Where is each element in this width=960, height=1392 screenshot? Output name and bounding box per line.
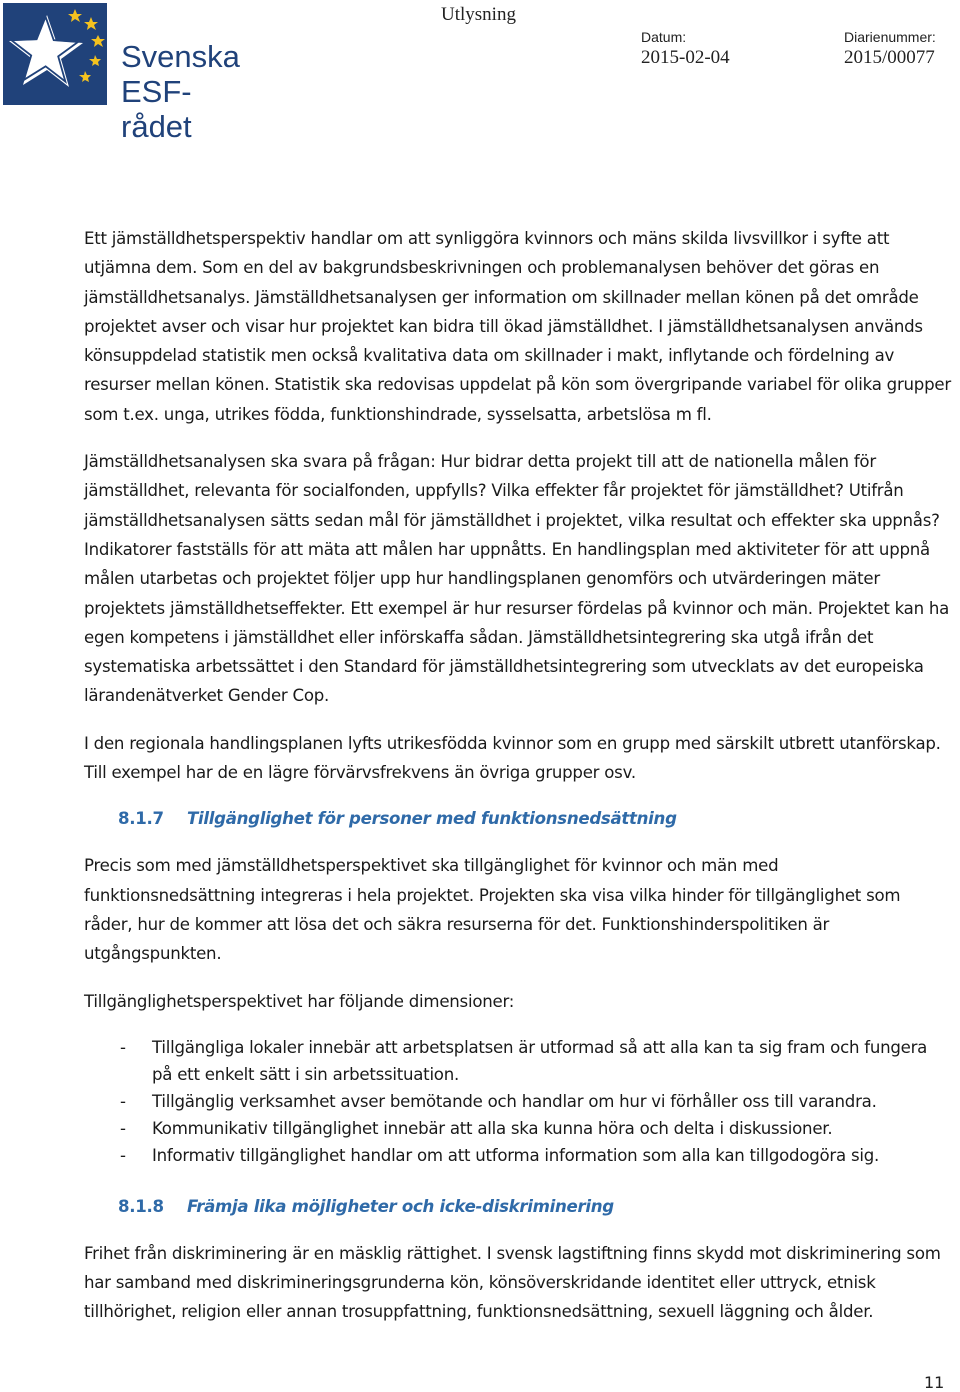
dash-bullet: - xyxy=(120,1091,126,1111)
diary-label: Diarienummer: xyxy=(844,29,936,45)
list-item-text: Informativ tillgänglighet handlar om att utforma information som alla kan tillgodogöra sig. xyxy=(152,1145,880,1165)
date-value: 2015-02-04 xyxy=(641,47,730,68)
section-number: 8.1.7 xyxy=(118,809,164,829)
document-type: Utlysning xyxy=(441,4,516,25)
paragraph-non-discrimination: Frihet från diskriminering är en mäsklig rättighet. I svensk lagstiftning finns skydd mot diskriminering som har samband med diskrimineringsgrunderna kön, könsöverskridande identitet eller uttryck, etnisk tillhörighet, religion eller annan trosuppfattning, funktionsnedsättning, sexuell läggning och ålder. xyxy=(84,1243,941,1322)
section-number: 8.1.8 xyxy=(118,1196,164,1216)
dash-bullet: - xyxy=(120,1145,126,1165)
diary-value: 2015/00077 xyxy=(844,47,935,68)
list-item xyxy=(84,1142,952,1169)
dash-bullet: - xyxy=(120,1118,126,1138)
list-item xyxy=(84,1115,952,1142)
logo-line-1: Svenska xyxy=(121,39,240,74)
logo-star-icon xyxy=(3,3,107,105)
list-item-text: Kommunikativ tillgänglighet innebär att alla ska kunna höra och delta i diskussioner. xyxy=(152,1118,833,1138)
list-item xyxy=(84,1034,952,1088)
dash-bullet: - xyxy=(120,1037,126,1057)
document-body xyxy=(84,224,952,1345)
list-item-text: Tillgänglig verksamhet avser bemötande och handlar om hur vi förhåller oss till varandra. xyxy=(152,1091,877,1111)
esf-logo xyxy=(3,3,253,144)
dimensions-list xyxy=(84,1034,952,1169)
paragraph-dimensions-intro: Tillgänglighetsperspektivet har följande dimensioner: xyxy=(84,991,515,1011)
paragraph-regional-plan: I den regionala handlingsplanen lyfts utrikesfödda kvinnor som en grupp med särskilt utbrett utanförskap. Till exempel har de en lägre förvärvsfrekvens än övriga grupper osv. xyxy=(84,733,941,783)
section-title: Tillgänglighet för personer med funktionsnedsättning xyxy=(187,809,677,829)
page-number: 11 xyxy=(924,1373,945,1392)
list-item-text: Tillgängliga lokaler innebär att arbetsplatsen är utformad så att alla kan ta sig fram och fungera på ett enkelt sätt i sin arbetssituation. xyxy=(152,1037,928,1084)
list-item xyxy=(84,1088,952,1115)
section-heading-8-1-7 xyxy=(118,805,952,833)
paragraph-accessibility: Precis som med jämställdhetsperspektivet ska tillgänglighet för kvinnor och män med funktionsnedsättning integreras i hela projektet. Projekten ska visa vilka hinder för tillgänglighet som råder, hur de kommer att lösa det och säkra resurserna för det. Funktionshinderspolitiken är utgångspunkten. xyxy=(84,856,901,964)
date-label: Datum: xyxy=(641,29,687,45)
section-heading-8-1-8 xyxy=(118,1193,952,1221)
logo-line-2: ESF-rådet xyxy=(121,74,192,144)
paragraph-gender-analysis: Jämställdhetsanalysen ska svara på frågan: Hur bidrar detta projekt till att de nationella målen för jämställdhet, relevanta för socialfonden, uppfylls? Vilka effekter får projektet för jämställdhet? Utifrån jämställdhetsanalysen sätts sedan mål för jämställdhet i projektet, vilka resultat och effekter ska uppnås? Indikatorer fastställs för att mäta att målen har uppnåtts. En handlingsplan med aktiviteter för att uppnå målen utarbetas och projektet följer upp hur handlingsplanen genomförs och utvärderingen mäter projektets jämställdhetseffekter. Ett exempel är hur resurser fördelas på kvinnor och män. Projektet kan ha egen kompetens i jämställdhet eller införskaffa sådan. Jämställdhetsintegrering ska utgå ifrån det systematiska arbetssättet i den Standard för jämställdhetsintegrering som utvecklats av det europeiska lärandenätverket Gender Cop. xyxy=(84,452,950,706)
logo-wordmark xyxy=(121,39,253,144)
paragraph-gender-perspective: Ett jämställdhetsperspektiv handlar om att synliggöra kvinnors och mäns skilda livsvillkor i syfte att utjämna dem. Som en del av bakgrundsbeskrivningen och problemanalysen behöver det göras en jämställdhetsanalys. Jämställdhetsanalysen ger information om skillnader mellan könen på det område projektet avser och visar hur projektet kan bidra till ökad jämställdhet. I jämställdhetsanalysen används könsuppdelad statistik men också kvalitativa data om skillnader i makt, inflytande och fördelning av resurser mellan könen. Statistik ska redovisas uppdelat på kön som övergripande variabel för olika grupper som t.ex. unga, utrikes födda, funktionshindrade, sysselsatta, arbetslösa m fl. xyxy=(84,229,951,424)
section-title: Främja lika möjligheter och icke-diskriminering xyxy=(187,1196,614,1216)
